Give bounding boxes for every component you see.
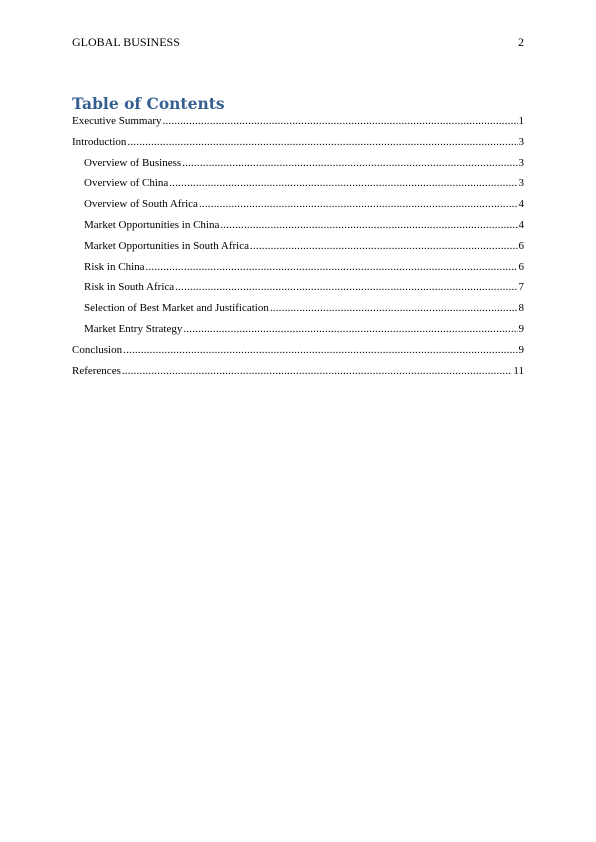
toc-entry-overview-of-china[interactable] [72, 176, 524, 197]
toc-entry-label: Executive Summary [72, 115, 162, 127]
toc-entry-page: 3 [518, 135, 524, 148]
running-head-title: GLOBAL BUSINESS [72, 35, 180, 49]
toc-entry-label: Market Opportunities in China [84, 218, 220, 231]
dot-leader [146, 260, 518, 275]
toc-entry-label: Market Opportunities in South Africa [84, 239, 249, 252]
toc-entry-page: 3 [518, 177, 524, 190]
page-header [72, 35, 524, 49]
toc-entry-introduction[interactable] [72, 135, 524, 156]
dot-leader [163, 114, 518, 129]
toc-entry-page: 8 [518, 302, 524, 315]
toc-entry-page: 6 [518, 239, 524, 252]
page-number: 2 [518, 35, 524, 49]
dot-leader [220, 218, 517, 233]
toc-entry-page: 3 [518, 156, 524, 169]
dot-leader [175, 280, 517, 295]
toc-entry-page: 9 [518, 322, 524, 335]
dot-leader [182, 156, 517, 171]
toc-entry-conclusion[interactable] [72, 343, 524, 364]
toc-entry-label: Overview of China [84, 177, 169, 190]
toc-entry-page: 1 [518, 115, 524, 127]
dot-leader [127, 135, 517, 150]
toc-entry-label: Overview of Business [84, 156, 182, 169]
toc-entry-market-entry-strategy[interactable] [72, 322, 524, 343]
dot-leader [169, 176, 517, 191]
dot-leader [270, 301, 518, 316]
toc-entry-label: Risk in China [84, 260, 145, 273]
toc-entry-risk-in-south-africa[interactable] [72, 280, 524, 301]
toc-entry-risk-in-china[interactable] [72, 260, 524, 281]
toc-entry-overview-of-business[interactable] [72, 156, 524, 177]
dot-leader [183, 322, 517, 337]
toc-entry-label: Overview of South Africa [84, 198, 198, 211]
toc-heading: Table of Contents [72, 94, 225, 113]
table-of-contents [72, 114, 524, 384]
toc-entry-label: Conclusion [72, 343, 123, 356]
toc-entry-label: Introduction [72, 135, 127, 148]
toc-entry-page: 4 [518, 198, 524, 211]
toc-entry-label: Selection of Best Market and Justification [84, 302, 269, 315]
toc-entry-label: Risk in South Africa [84, 281, 175, 294]
dot-leader [123, 343, 517, 358]
toc-entry-page: 4 [518, 218, 524, 231]
toc-entry-executive-summary[interactable] [72, 114, 524, 135]
toc-entry-label: References [72, 364, 121, 377]
dot-leader [199, 197, 518, 212]
toc-entry-page: 6 [518, 260, 524, 273]
toc-entry-label: Market Entry Strategy [84, 322, 183, 335]
toc-entry-page: 9 [518, 343, 524, 356]
toc-entry-market-opportunities-china[interactable] [72, 218, 524, 239]
toc-entry-market-opportunities-south-africa[interactable] [72, 239, 524, 260]
toc-entry-page: 7 [518, 281, 524, 294]
dot-leader [122, 364, 513, 379]
toc-entry-page: 11 [513, 364, 524, 377]
dot-leader [250, 239, 518, 254]
toc-entry-overview-of-south-africa[interactable] [72, 197, 524, 218]
toc-entry-selection-of-best-market[interactable] [72, 301, 524, 322]
toc-entry-references[interactable] [72, 364, 524, 385]
